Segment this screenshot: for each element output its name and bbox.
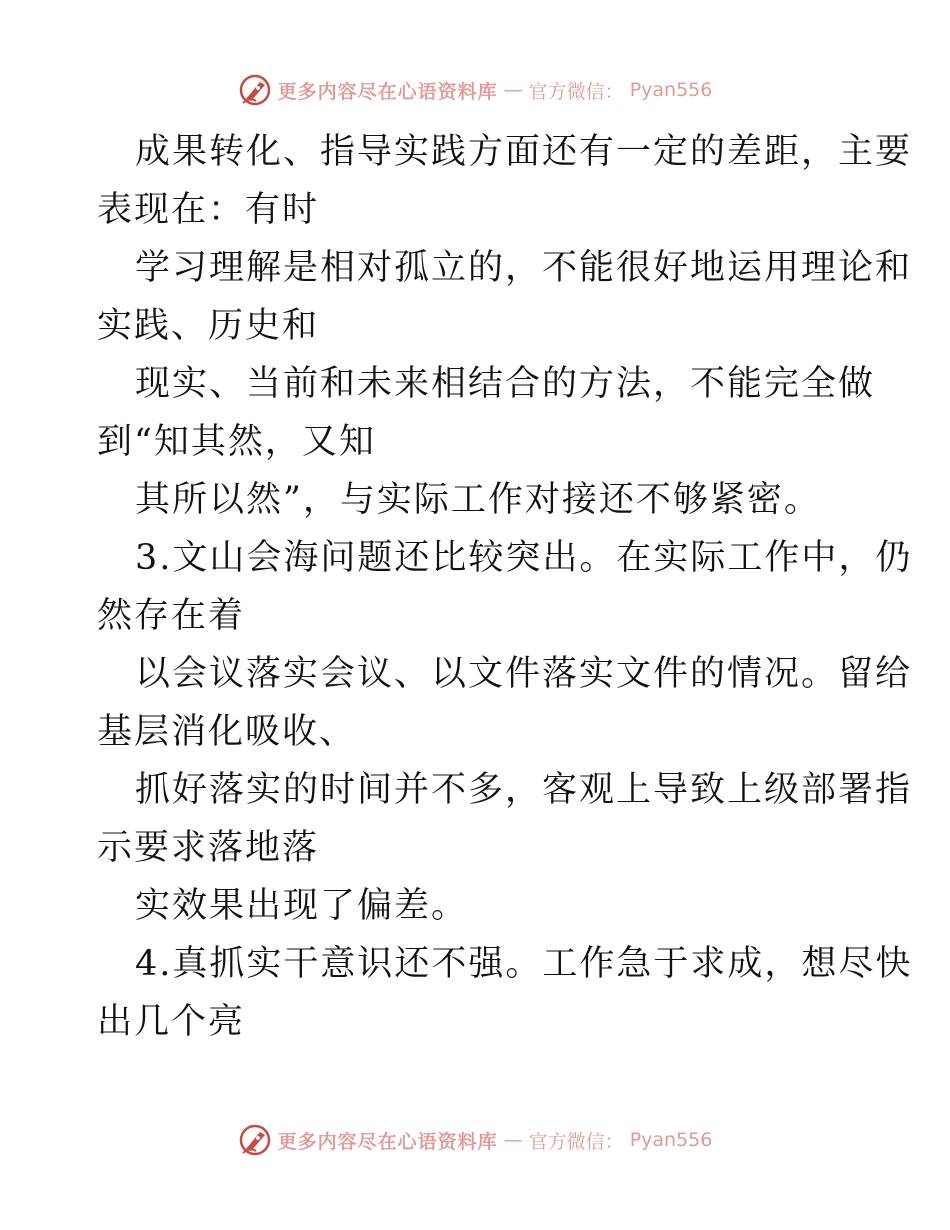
body-line: 实效果出现了偏差。 [135,886,469,926]
document-body [97,123,913,1051]
body-line: 表现在：有时 [97,190,320,230]
pen-nib-logo-icon [238,1123,272,1157]
header-banner [0,70,950,110]
body-line: 4.真抓实干意识还不强。工作急于求成，想尽快 [135,944,913,984]
banner-account: Pyan556 [629,1129,713,1151]
body-line: 到“知其然，又知 [97,422,376,462]
banner-wechat-label: 官方微信： [528,80,624,103]
body-line: 以会议落实会议、以文件落实文件的情况。留给 [135,654,913,694]
banner-wechat-label: 官方微信： [528,1130,624,1153]
banner-brand-text: 更多内容尽在心语资料库 [277,1130,498,1153]
body-line: 3.文山会海问题还比较突出。在实际工作中，仍 [135,538,913,578]
body-line: 实践、历史和 [97,306,320,346]
footer-banner [0,1120,950,1160]
body-line: 抓好落实的时间并不多，客观上导致上级部署指 [135,770,913,810]
body-line: 基层消化吸收、 [97,712,357,752]
body-line: 其所以然”，与实际工作对接还不够紧密。 [135,480,821,520]
body-line: 现实、当前和未来相结合的方法，不能完全做 [135,364,876,404]
body-line: 学习理解是相对孤立的，不能很好地运用理论和 [135,248,913,288]
banner-separator: — [503,1129,523,1151]
banner-separator: — [503,79,523,101]
body-line: 然存在着 [97,596,246,636]
body-line: 出几个亮 [97,1002,246,1042]
pen-nib-logo-icon [238,73,272,107]
banner-account: Pyan556 [629,79,713,101]
body-line: 成果转化、指导实践方面还有一定的差距，主要 [135,132,913,172]
body-line: 示要求落地落 [97,828,320,868]
banner-brand-text: 更多内容尽在心语资料库 [277,80,498,103]
